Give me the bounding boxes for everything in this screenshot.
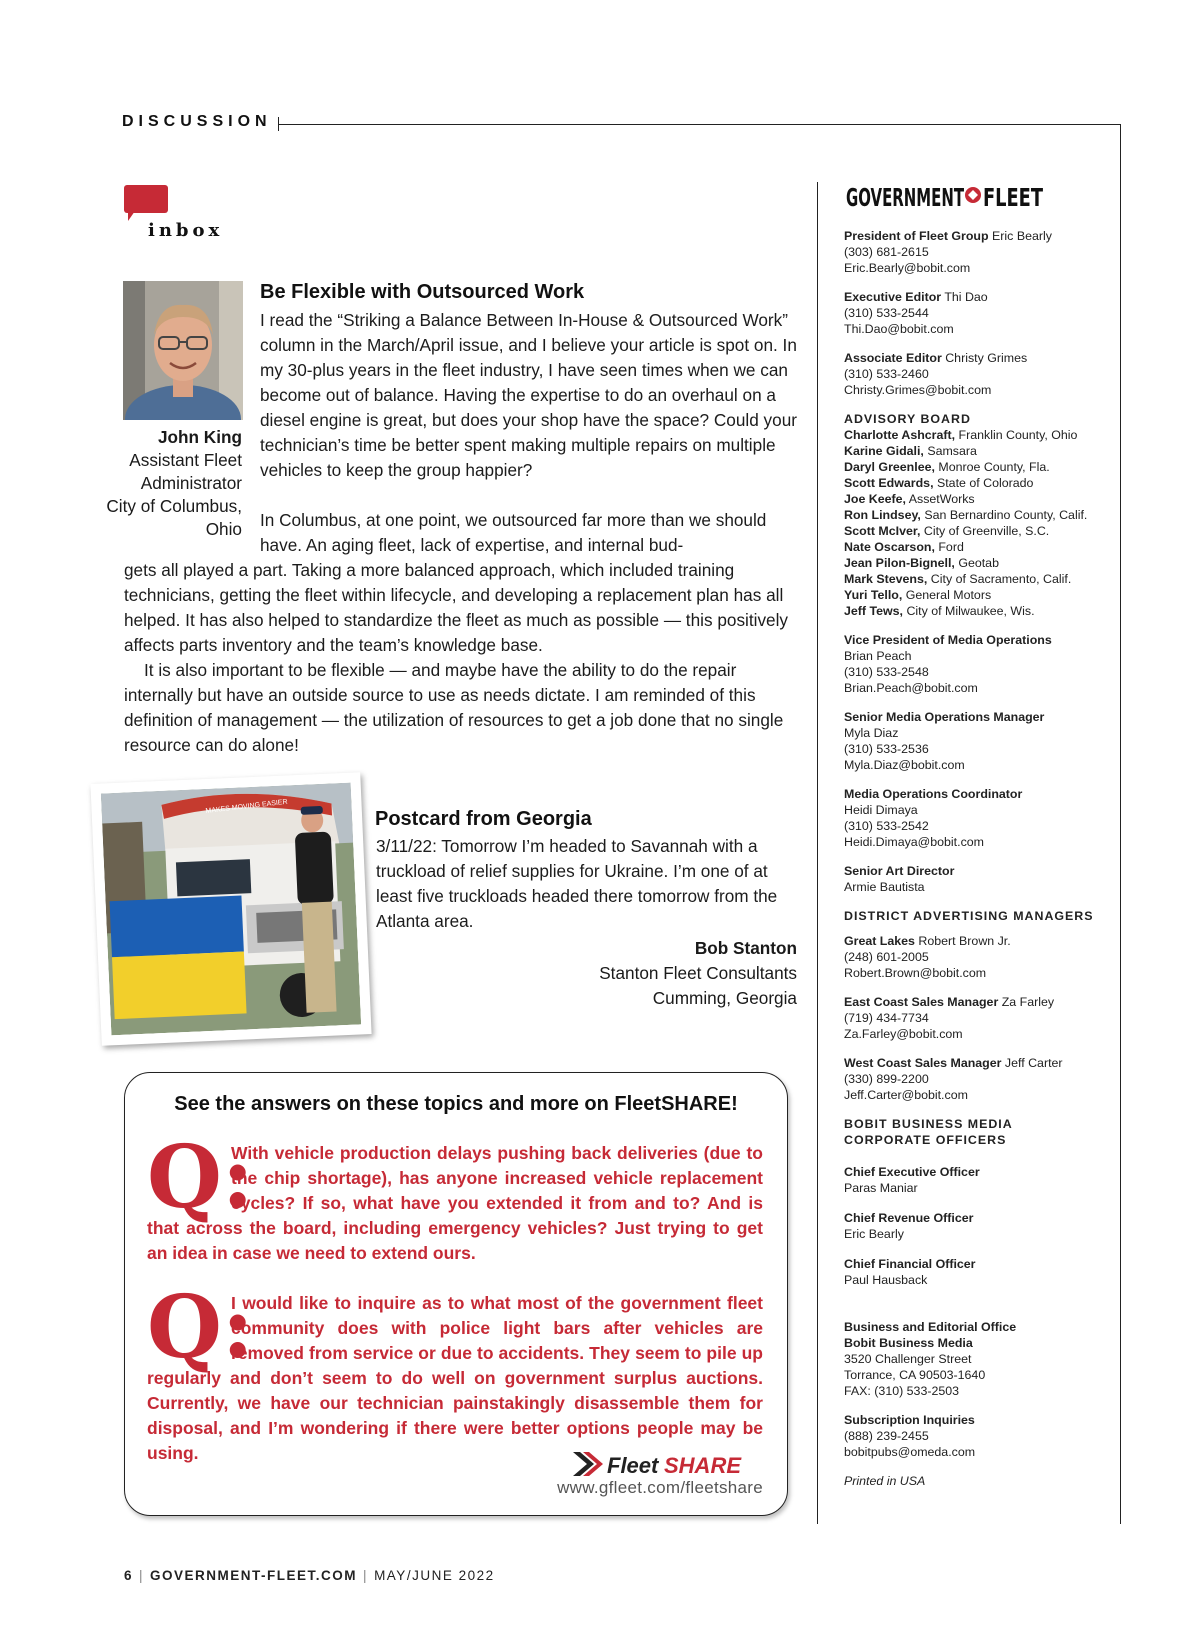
- advisory-heading: ADVISORY BOARD: [844, 412, 971, 426]
- staff-entry: Senior Media Operations Manager Myla Diaz (310) 533-2536 Myla.Diaz@bobit.com: [844, 709, 1116, 773]
- signer-title: Assistant Fleet Administrator: [129, 450, 242, 493]
- header-rule: [278, 124, 1120, 125]
- staff-entry: Chief Financial Officer Paul Hausback: [844, 1257, 976, 1287]
- corporate-officers: BOBIT BUSINESS MEDIA CORPORATE OFFICERS Chief Executive Officer Paras Maniar Chief Revenue Officer Eric Bearly Chief Financial Officer Paul Hausback: [844, 1116, 1116, 1288]
- speech-bubble-tail: [128, 211, 135, 221]
- staff-entry: East Coast Sales Manager Za Farley (719) 434-7734 Za.Farley@bobit.com: [844, 994, 1116, 1042]
- john-king-photo: [123, 281, 243, 420]
- letter-paragraph: gets all played a part. Taking a more balanced approach, which included training technicians, getting the fleet within lifecycle, and developing a replacement plan has all helped. It has also helped to standardize the fleet as much as possible — this positively affects parts inventory and the team’s knowledge base.: [124, 560, 789, 655]
- email-link[interactable]: Jeff.Carter@bobit.com: [844, 1088, 968, 1102]
- staff-entry: Chief Revenue Officer Eric Bearly: [844, 1211, 974, 1241]
- email-link[interactable]: bobitpubs@omeda.com: [844, 1445, 976, 1459]
- signer-name: Bob Stanton: [694, 938, 797, 958]
- svg-text:SHARE: SHARE: [664, 1453, 742, 1478]
- inbox-label: inbox: [148, 220, 224, 241]
- staff-entry: Chief Executive Officer Paras Maniar: [844, 1165, 980, 1195]
- printed-note: Printed in USA: [844, 1474, 926, 1488]
- svg-text:FLEET: FLEET: [983, 183, 1043, 210]
- email-link[interactable]: Robert.Brown@bobit.com: [844, 966, 987, 980]
- signer-organization: Stanton Fleet Consultants: [599, 963, 797, 983]
- email-link[interactable]: Myla.Diaz@bobit.com: [844, 758, 965, 772]
- email-link[interactable]: Brian.Peach@bobit.com: [844, 681, 978, 695]
- staff-entry: Executive Editor Thi Dao (310) 533-2544 Thi.Dao@bobit.com: [844, 289, 1116, 337]
- district-managers: [844, 908, 1116, 1103]
- question-mark-2: Q:: [147, 1277, 254, 1378]
- government-fleet-logo: [846, 180, 1044, 210]
- email-link[interactable]: Eric.Bearly@bobit.com: [844, 261, 971, 275]
- question-2-text: I would like to inquire as to what most of the government fleet community does with police light bars after vehicles are removed from service or due to accidents. They seem to pile up regularly and don’t seem to do well on government surplus auctions. Currently, we have our technician painstakingly disassemble them for disposal, and I’m wondering if there were better options people may be using.: [147, 1293, 763, 1463]
- sidebar-border-left: [817, 182, 818, 1524]
- staff-entry: Associate Editor Christy Grimes (310) 533-2460 Christy.Grimes@bobit.com: [844, 350, 1116, 398]
- letter-signature: [80, 426, 242, 541]
- masthead-staff-list: [844, 228, 1116, 1489]
- sidebar-border-right: [1120, 124, 1121, 1524]
- email-link[interactable]: Heidi.Dimaya@bobit.com: [844, 835, 984, 849]
- footer-issue: MAY/JUNE 2022: [374, 1568, 495, 1583]
- email-link[interactable]: Thi.Dao@bobit.com: [844, 322, 954, 336]
- svg-text:MAKES MOVING EASIER: MAKES MOVING EASIER: [205, 798, 288, 815]
- footer-site: GOVERNMENT-FLEET.COM: [150, 1568, 358, 1583]
- question-1-text: With vehicle production delays pushing back deliveries (due to the chip shortage), has anyone increased vehicle replacement cycles? If so, what have you extended it from and to? And is that across the board, including emergency vehicles? Just trying to get an idea in case we need to extend ours.: [147, 1143, 763, 1263]
- staff-entry: Senior Art Director Armie Bautista: [844, 864, 955, 894]
- email-link[interactable]: Za.Farley@bobit.com: [844, 1027, 963, 1041]
- staff-entry: Media Operations Coordinator Heidi Dimaya (310) 533-2542 Heidi.Dimaya@bobit.com: [844, 786, 1116, 850]
- question-mark-1: Q:: [147, 1127, 254, 1228]
- svg-text:GOVERNMENT: GOVERNMENT: [846, 183, 964, 210]
- truck-ukraine-flag-photo: [101, 783, 361, 1036]
- advisory-board: ADVISORY BOARD Charlotte Ashcraft, Franklin County, Ohio Karine Gidali, Samsara Daryl Greenlee, Monroe County, Fla. Scott Edwards, State of Colorado Joe Keefe, AssetWorks Ron Lindsey, San Bernardino County, Calif. Scott McIver, City of Greenville, S.C. Nate Oscarson, Ford Jean Pilon-Bignell, Geotab Mark Stevens, City of Sacramento, Calif. Yuri Tello, General Motors Jeff Tews, City of Milwaukee, Wis.: [844, 411, 1116, 619]
- fleetshare-box: [124, 1072, 788, 1516]
- fleetshare-headline: See the answers on these topics and more on FleetSHARE!: [174, 1093, 738, 1115]
- email-link[interactable]: Christy.Grimes@bobit.com: [844, 383, 992, 397]
- speech-bubble-icon: [124, 185, 168, 213]
- subscription-inquiries: Subscription Inquiries (888) 239-2455 bobitpubs@omeda.com: [844, 1412, 1116, 1460]
- signer-location: Cumming, Georgia: [652, 988, 797, 1008]
- page-number: 6: [124, 1568, 134, 1583]
- postcard-title: Postcard from Georgia: [375, 808, 592, 830]
- staff-entry: Vice President of Media Operations Brian Peach (310) 533-2548 Brian.Peach@bobit.com: [844, 632, 1116, 696]
- section-header: DISCUSSION: [122, 113, 272, 130]
- letter-title: Be Flexible with Outsourced Work: [260, 281, 585, 303]
- district-heading: DISTRICT ADVERTISING MANAGERS: [844, 909, 1094, 923]
- fleetshare-link[interactable]: www.gfleet.com/fleetshare: [557, 1478, 763, 1497]
- business-office: Business and Editorial Office Bobit Business Media 3520 Challenger Street Torrance, CA 90503-1640 FAX: (310) 533-2503: [844, 1320, 1017, 1398]
- fleetshare-logo[interactable]: [571, 1449, 761, 1479]
- staff-entry: West Coast Sales Manager Jeff Carter (330) 899-2200 Jeff.Carter@bobit.com: [844, 1055, 1116, 1103]
- svg-text:Fleet: Fleet: [607, 1453, 659, 1478]
- page-footer: 6 | GOVERNMENT-FLEET.COM | MAY/JUNE 2022: [124, 1568, 495, 1583]
- postcard-signature: [540, 936, 797, 1011]
- signer-name: John King: [157, 427, 242, 447]
- postcard-text: 3/11/22: Tomorrow I’m headed to Savannah with a truckload of relief supplies for Ukraine. I’m one of at least five truckloads headed there tomorrow from the Atlanta area.: [376, 836, 778, 931]
- staff-entry: Great Lakes Robert Brown Jr. (248) 601-2005 Robert.Brown@bobit.com: [844, 933, 1116, 981]
- letter-paragraph: In Columbus, at one point, we outsourced far more than we should have. An aging fleet, lack of expertise, and internal bud-: [260, 510, 767, 555]
- signer-organization: City of Columbus, Ohio: [106, 496, 242, 539]
- letter-paragraph: It is also important to be flexible — and maybe have the ability to do the repair internally but have an outside source to use as needs dictate. I am reminded of this definition of management — the utilization of resources to get a job done that no single resource can do alone!: [124, 660, 784, 755]
- postcard-photo-frame: [90, 772, 371, 1046]
- staff-entry: President of Fleet Group Eric Bearly (303) 681-2615 Eric.Bearly@bobit.com: [844, 228, 1116, 276]
- letter-paragraph: I read the “Striking a Balance Between In-House & Outsourced Work” column in the March/April issue, and I believe your article is spot on. In my 30-plus years in the fleet industry, I have seen times when we can become out of balance. Having the expertise to do an overhaul on a diesel engine is great, but does your shop have the space? Could your technician’s time be better spent making multiple repairs on multiple vehicles to keep the group happier?: [260, 310, 797, 480]
